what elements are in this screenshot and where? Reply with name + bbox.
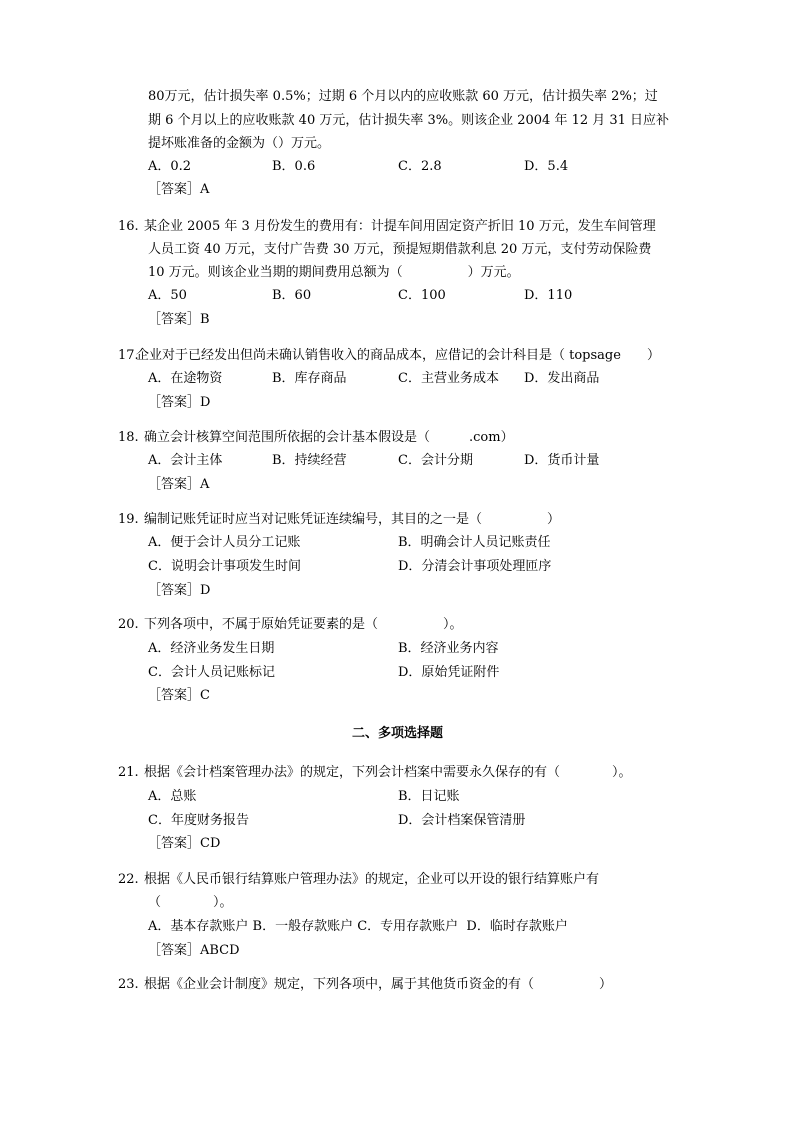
q21-option-a: A．总账 (148, 789, 197, 804)
q17-answer: ［答案］D (148, 395, 211, 410)
q18-option-d: D．货币计量 (524, 453, 600, 468)
q16-number: 16. (118, 219, 139, 234)
q20-number: 20. (118, 617, 139, 632)
q18-answer: ［答案］A (148, 477, 210, 492)
q20-option-b: B．经济业务内容 (398, 641, 499, 656)
q19-answer: ［答案］D (148, 583, 211, 598)
q19-number: 19. (118, 512, 139, 527)
q15-line-1: 80万元，估计损失率 0.5%；过期 6 个月以内的应收账款 60 万元，估计损失率 2%；过 (148, 89, 658, 104)
q22-line-1: 根据《人民币银行结算账户管理办法》的规定，企业可以开设的银行结算账户有 (144, 872, 600, 887)
q18-option-c: C．会计分期 (398, 453, 473, 468)
q16-option-a: A．50 (148, 288, 187, 303)
q15-option-a: A．0.2 (148, 159, 192, 174)
q22-options: A．基本存款账户 B．一般存款账户 C．专用存款账户 D．临时存款账户 (148, 919, 568, 934)
q17-option-c: C．主营业务成本 (398, 371, 499, 386)
q16-option-b: B．60 (272, 288, 312, 303)
q19-line: 编制记账凭证时应当对记账凭证连续编号，其目的之一是（ ） (144, 512, 561, 527)
q19-option-b: B．明确会计人员记账责任 (398, 535, 551, 550)
q21-option-b: B．日记账 (398, 789, 460, 804)
q20-answer: ［答案］C (148, 688, 210, 703)
section-title: 二、多项选择题 (351, 726, 443, 741)
q23-number: 23. (118, 977, 139, 992)
q18-number: 18. (118, 430, 139, 445)
q17-number: 17. (118, 348, 139, 363)
q15-option-c: C．2.8 (398, 159, 442, 174)
q21-line: 根据《会计档案管理办法》的规定，下列会计档案中需要永久保存的有（ ）。 (144, 765, 632, 780)
q16-answer: ［答案］B (148, 312, 210, 327)
q21-number: 21. (118, 765, 139, 780)
q18-option-b: B．持续经营 (272, 453, 347, 468)
q15-line-3: 提坏账准备的金额为（）万元。 (148, 136, 331, 151)
q17-option-a: A．在途物资 (148, 371, 223, 386)
q21-option-d: D．会计档案保管清册 (398, 813, 526, 828)
q19-option-d: D．分清会计事项处理匝序 (398, 559, 552, 574)
q19-option-a: A．便于会计人员分工记账 (148, 535, 301, 550)
q21-option-c: C．年度财务报告 (148, 813, 249, 828)
q16-line-2: 人员工资 40 万元，支付广告费 30 万元，预提短期借款利息 20 万元，支付劳动保险费 (148, 242, 652, 257)
q22-answer: ［答案］ABCD (148, 943, 240, 958)
q22-line-2: （ ）。 (148, 895, 233, 910)
q15-option-d: D．5.4 (524, 159, 569, 174)
q15-option-b: B．0.6 (272, 159, 316, 174)
q21-answer: ［答案］CD (148, 836, 221, 851)
q16-line-1: 某企业 2005 年 3 月份发生的费用有：计提车间用固定资产折旧 10 万元，发生车间管理 (144, 219, 656, 234)
q15-answer: ［答案］A (148, 182, 210, 197)
q17-option-b: B．库存商品 (272, 371, 347, 386)
q20-option-a: A．经济业务发生日期 (148, 641, 275, 656)
q19-option-c: C．说明会计事项发生时间 (148, 559, 301, 574)
q16-option-d: D．110 (524, 288, 573, 303)
q18-line: 确立会计核算空间范围所依据的会计基本假设是（ .com） (144, 430, 514, 445)
q20-line: 下列各项中，不属于原始凭证要素的是（ ）。 (144, 617, 463, 632)
q17-line: 企业对于已经发出但尚未确认销售收入的商品成本，应借记的会计科目是（ topsage ） (136, 348, 660, 363)
q16-option-c: C．100 (398, 288, 446, 303)
q16-line-3: 10 万元。则该企业当期的期间费用总额为（ ）万元。 (148, 265, 520, 280)
q20-option-d: D．原始凭证附件 (398, 665, 500, 680)
q23-line: 根据《企业会计制度》规定，下列各项中，属于其他货币资金的有（ ） (144, 977, 613, 992)
q22-number: 22. (118, 872, 139, 887)
q15-line-2: 期 6 个月以上的应收账款 40 万元，估计损失率 3%。则该企业 2004 年 12 月 31 日应补 (148, 113, 670, 128)
q17-option-d: D．发出商品 (524, 371, 600, 386)
q20-option-c: C．会计人员记账标记 (148, 665, 275, 680)
q18-option-a: A．会计主体 (148, 453, 223, 468)
